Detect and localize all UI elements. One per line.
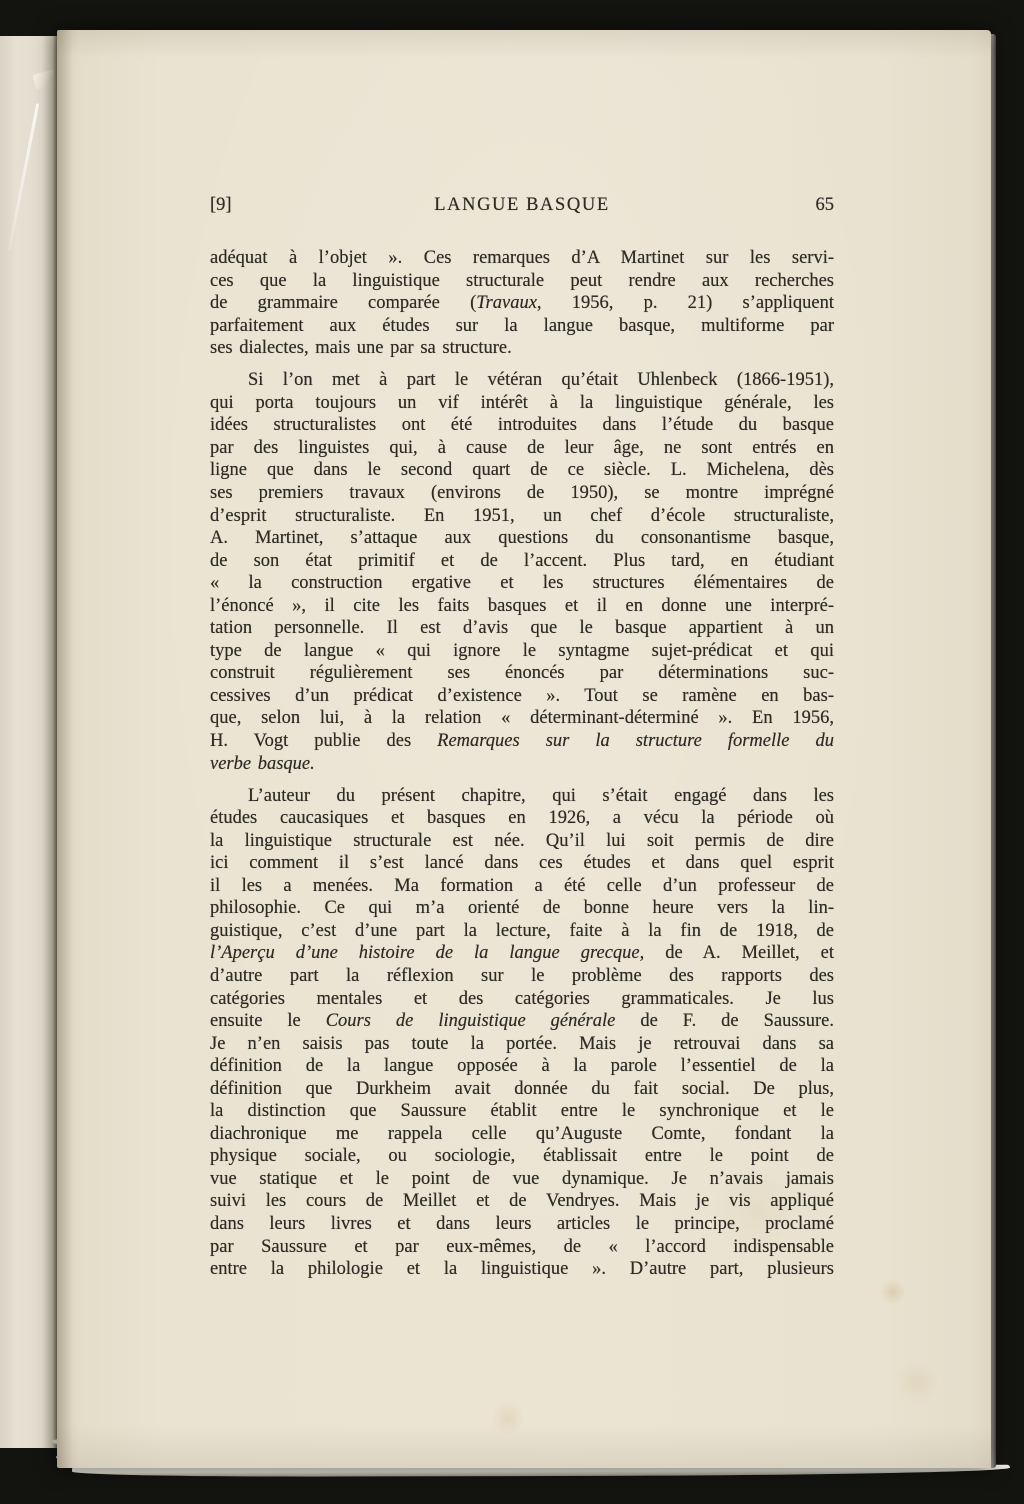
text-line [210, 785, 834, 808]
text-segment: définition de la langue opposée à la parole l’essentiel de la [210, 1056, 834, 1077]
text-segment: guistique, c’est d’une part la lecture, faite à la fin de 1918, de [210, 920, 834, 941]
text-segment: « la construction ergative et les structures élémentaires de [210, 573, 834, 594]
text-segment: , 1956, p. 21) s’appliquent [536, 293, 834, 314]
text-line [210, 965, 834, 988]
text-segment: physique sociale, ou sociologie, établissait entre le point de [210, 1146, 834, 1167]
text-line [210, 707, 834, 730]
text-line [210, 527, 834, 550]
text-line [210, 1078, 834, 1101]
text-segment: L’auteur du présent chapitre, qui s’était engagé dans les [248, 785, 834, 806]
text-line [210, 897, 834, 920]
text-segment: ses premiers travaux (environs de 1950), se montre imprégné [210, 482, 834, 503]
text-line [210, 875, 834, 898]
text-line [210, 292, 834, 315]
text-line [210, 247, 834, 270]
text-line [210, 830, 834, 853]
italic-text-segment: Travaux [476, 293, 537, 314]
text-line [210, 1213, 834, 1236]
text-line [210, 617, 834, 640]
text-segment: définition que Durkheim avait donnée du fait social. De plus, [210, 1078, 834, 1099]
text-segment: tation personnelle. Il est d’avis que le basque appartient à un [210, 618, 834, 639]
text-segment: qui porta toujours un vif intérêt à la linguistique générale, les [210, 392, 834, 413]
text-line [210, 337, 834, 360]
text-line [210, 662, 834, 685]
text-segment: ses dialectes, mais une par sa structure. [210, 338, 512, 359]
text-block [210, 247, 834, 1281]
italic-text-segment: Remarques sur la structure formelle du [437, 730, 834, 751]
text-segment: type de langue « qui ignore le syntagme sujet-prédicat et qui [210, 640, 834, 661]
text-line [210, 1168, 834, 1191]
text-segment: Je n’en saisis pas toute la portée. Mais je retrouvai dans sa [210, 1033, 834, 1054]
text-segment: idées structuralistes ont été introduites dans l’étude du basque [210, 415, 834, 436]
text-segment: la distinction que Saussure établit entre le synchronique et le [210, 1101, 834, 1122]
text-segment: études caucasiques et basques en 1926, a vécu la période où [210, 808, 834, 829]
text-line [210, 572, 834, 595]
facing-page-edge [0, 36, 57, 1448]
text-segment: parfaitement aux études sur la langue basque, multiforme par [210, 315, 834, 336]
text-segment: vue statique et le point de vue dynamique. Je n’avais jamais [210, 1168, 834, 1189]
text-segment: par Saussure et par eux-mêmes, de « l’accord indispensable [210, 1236, 834, 1257]
text-segment: suivi les cours de Meillet et de Vendryes. Mais je vis appliqué [210, 1191, 834, 1212]
text-line [210, 753, 834, 776]
text-segment: cessives d’un prédicat d’existence ». Tout se ramène en bas- [210, 685, 834, 706]
text-line [210, 1145, 834, 1168]
text-line [210, 640, 834, 663]
text-line [210, 1258, 834, 1281]
text-line [210, 505, 834, 528]
text-segment: il les a menées. Ma formation a été celle d’un professeur de [210, 875, 834, 896]
text-segment: par des linguistes qui, à cause de leur âge, ne sont entrés en [210, 437, 834, 458]
page-crease [8, 103, 40, 251]
text-line [210, 270, 834, 293]
page-corner-fold [32, 70, 57, 91]
text-segment: d’esprit structuraliste. En 1951, un chef d’école structuraliste, [210, 505, 834, 526]
text-line [210, 942, 834, 965]
running-title: LANGUE BASQUE [434, 195, 610, 215]
text-line [210, 550, 834, 573]
text-line [210, 988, 834, 1011]
text-line [210, 437, 834, 460]
page-number: 65 [815, 195, 834, 215]
text-segment: entre la philologie et la linguistique ». D’autre part, plusieurs [210, 1259, 834, 1280]
text-segment: que, selon lui, à la relation « déterminant-déterminé ». En 1956, [210, 708, 834, 729]
text-line [210, 595, 834, 618]
text-segment: dans leurs livres et dans leurs articles le principe, proclamé [210, 1213, 834, 1234]
text-line [210, 414, 834, 437]
text-segment: de A. Meillet, et [644, 943, 834, 964]
text-line [210, 807, 834, 830]
gutter-shadow [57, 30, 73, 1468]
text-line [210, 1190, 834, 1213]
text-line [210, 920, 834, 943]
text-segment: catégories mentales et des catégories grammaticales. Je lus [210, 988, 834, 1009]
text-line [210, 482, 834, 505]
page-header [210, 195, 834, 216]
text-segment: A. Martinet, s’attaque aux questions du consonantisme basque, [210, 528, 834, 549]
italic-text-segment: l’Aperçu d’une histoire de la langue grecque, [210, 943, 645, 964]
text-line [210, 730, 834, 753]
text-segment: ces que la linguistique structurale peut rendre aux recherches [210, 270, 834, 291]
text-segment: l’énoncé », il cite les faits basques et il en donne une interpré- [210, 595, 834, 616]
text-segment: adéquat à l’objet ». Ces remarques d’A Martinet sur les servi- [210, 248, 834, 268]
text-line [210, 1100, 834, 1123]
text-segment: diachronique me rappela celle qu’Auguste Comte, fondant la [210, 1123, 834, 1144]
text-line [210, 392, 834, 415]
paragraph [210, 785, 834, 1281]
text-segment: philosophie. Ce qui m’a orienté de bonne heure vers la lin- [210, 898, 834, 919]
italic-text-segment: verbe basque. [210, 753, 315, 774]
text-segment: Si l’on met à part le vétéran qu’était Uhlenbeck (1866-1951), [248, 370, 834, 391]
text-line [210, 1055, 834, 1078]
text-line [210, 1236, 834, 1259]
text-segment: de son état primitif et de l’accent. Plus tard, en étudiant [210, 550, 834, 571]
text-line [210, 685, 834, 708]
page-right-edge [991, 34, 996, 1468]
text-segment: ensuite le [210, 1011, 326, 1032]
section-marker: [9] [210, 195, 232, 215]
text-line [210, 1010, 834, 1033]
text-line [210, 852, 834, 875]
text-segment: la linguistique structurale est née. Qu’il lui soit permis de dire [210, 830, 834, 851]
text-segment: H. Vogt publie des [210, 730, 438, 751]
text-line [210, 1033, 834, 1056]
book-page [57, 30, 991, 1468]
text-segment: de grammaire comparée ( [210, 293, 477, 314]
paragraph [210, 369, 834, 775]
paragraph [210, 247, 834, 360]
text-line [210, 459, 834, 482]
text-segment: ligne que dans le second quart de ce siècle. L. Michelena, dès [210, 460, 834, 481]
text-segment: construit régulièrement ses énoncés par déterminations suc- [210, 663, 834, 684]
text-line [210, 369, 834, 392]
text-line [210, 1123, 834, 1146]
text-segment: ici comment il s’est lancé dans ces études et dans quel esprit [210, 853, 834, 874]
text-segment: de F. de Saussure. [615, 1011, 834, 1032]
text-segment: d’autre part la réflexion sur le problème des rapports des [210, 965, 834, 986]
italic-text-segment: Cours de linguistique générale [325, 1011, 616, 1032]
text-line [210, 315, 834, 338]
